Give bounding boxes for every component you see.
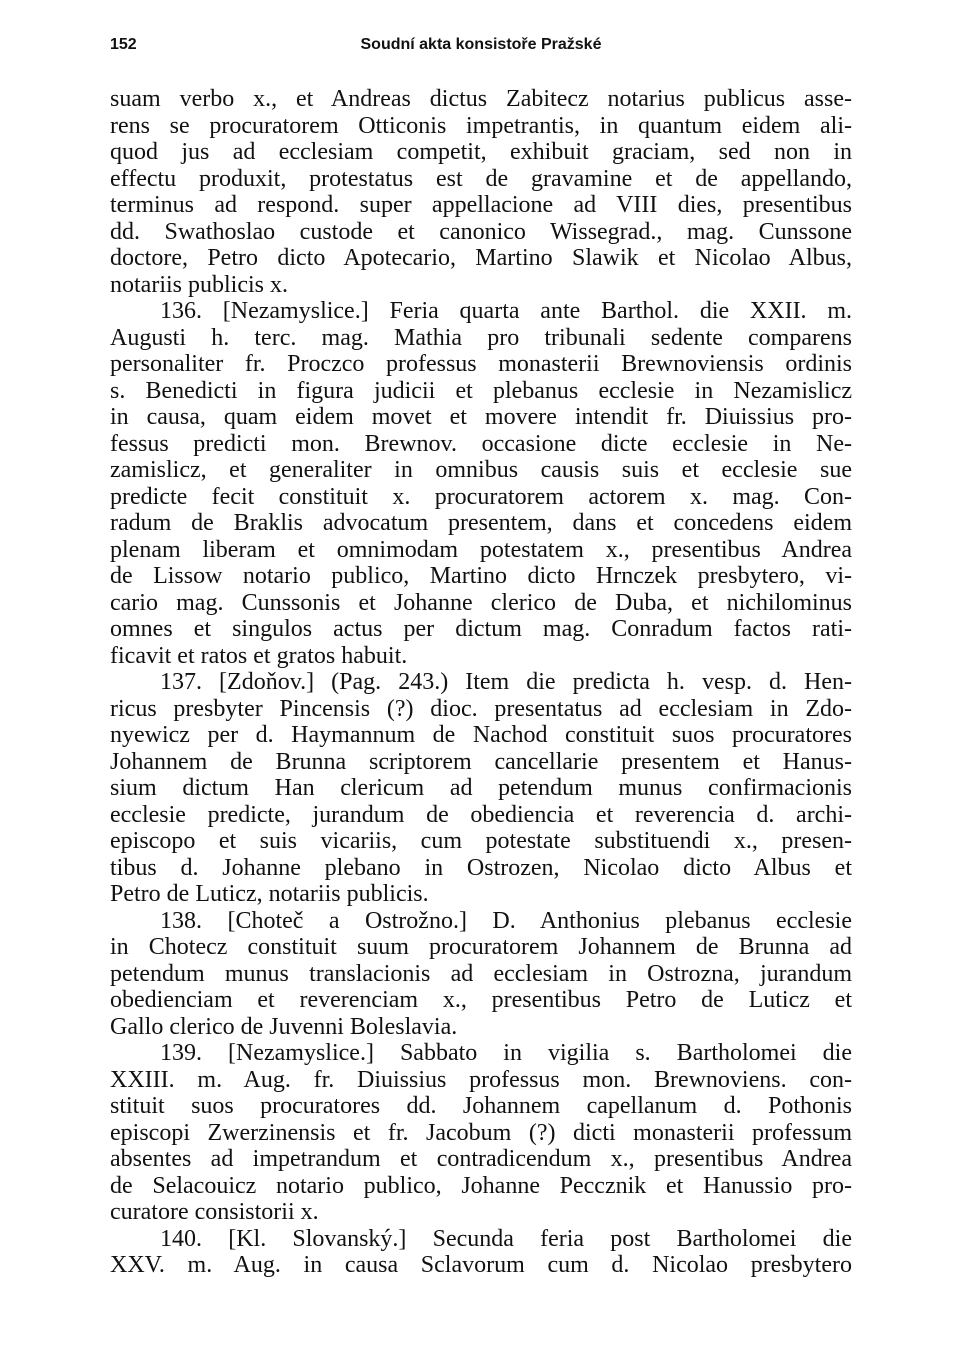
text-line: Johannem de Brunna scriptorem cancellarie presentem et Hanus-	[110, 748, 852, 775]
text-line: plenam liberam et omnimodam potestatem x., presentibus Andrea	[110, 536, 852, 563]
text-line: doctore, Petro dicto Apotecario, Martino Slawik et Nicolao Albus,	[110, 245, 852, 271]
text-line: ficavit et ratos et gratos habuit.	[110, 642, 408, 669]
text-line: stituit suos procuratores dd. Johannem capellanum d. Pothonis	[110, 1093, 852, 1119]
text-line: XXV. m. Aug. in causa Sclavorum cum d. Nicolao presbytero	[110, 1252, 852, 1278]
text-line: in causa, quam eidem movet et movere intendit fr. Diuissius pro-	[110, 404, 852, 430]
text-line: 136. [Nezamyslice.] Feria quarta ante Barthol. die XXII. m.	[160, 298, 852, 324]
text-line: ecclesie predicte, jurandum de obediencia et reverencia d. archi-	[110, 801, 852, 828]
text-line: de Lissow notario publico, Martino dicto Hrnczek presbytero, vi-	[110, 563, 852, 589]
text-line: in Chotecz constituit suum procuratorem Johannem de Brunna ad	[110, 934, 852, 960]
text-line: ricus presbyter Pincensis (?) dioc. presentatus ad ecclesiam in Zdo-	[110, 695, 852, 722]
text-line: Gallo clerico de Juvenni Boleslavia.	[110, 1013, 458, 1040]
text-line: radum de Braklis advocatum presentem, dans et concedens eidem	[110, 510, 852, 536]
text-line: quod jus ad ecclesiam competit, exhibuit graciam, sed non in	[110, 139, 852, 165]
text-line: s. Benedicti in figura judicii et plebanus ecclesie in Nezamislicz	[110, 377, 852, 404]
text-line: rens se procuratorem Otticonis impetrantis, in quantum eidem ali-	[110, 112, 852, 139]
text-line: zamislicz, et generaliter in omnibus causis suis et ecclesie sue	[110, 457, 852, 483]
text-line: petendum munus translacionis ad ecclesiam in Ostrozna, jurandum	[110, 960, 852, 987]
text-line: personaliter fr. Proczco professus monasterii Brewnoviensis ordinis	[110, 351, 852, 377]
text-line: episcopo et suis vicariis, cum potestate substituendi x., presen-	[110, 828, 852, 854]
text-line: terminus ad respond. super appellacione ad VIII dies, presentibus	[110, 192, 852, 218]
text-line: 138. [Choteč a Ostrožno.] D. Anthonius plebanus ecclesie	[160, 907, 852, 934]
text-line: absentes ad impetrandum et contradicendum x., presentibus Andrea	[110, 1146, 852, 1172]
text-line: effectu produxit, protestatus est de gravamine et de appellando,	[110, 165, 852, 192]
text-line: fessus predicti mon. Brewnov. occasione dicte ecclesie in Ne-	[110, 430, 852, 457]
text-line: nyewicz per d. Haymannum de Nachod constituit suos procuratores	[110, 722, 852, 748]
page-number: 152	[110, 36, 137, 53]
text-line: predicte fecit constituit x. procuratorem actorem x. mag. Con-	[110, 483, 852, 510]
body-text	[110, 86, 852, 1279]
page-header	[110, 36, 852, 60]
text-line: suam verbo x., et Andreas dictus Zabitecz notarius publicus asse-	[110, 86, 852, 112]
text-line: dd. Swathoslao custode et canonico Wissegrad., mag. Cunssone	[110, 218, 852, 245]
text-line: episcopi Zwerzinensis et fr. Jacobum (?) dicti monasterii professum	[110, 1119, 852, 1146]
text-line: 137. [Zdoňov.] (Pag. 243.) Item die predicta h. vesp. d. Hen-	[160, 669, 852, 695]
text-line: tibus d. Johanne plebano in Ostrozen, Nicolao dicto Albus et	[110, 854, 852, 881]
text-line: XXIII. m. Aug. fr. Diuissius professus mon. Brewnoviens. con-	[110, 1066, 852, 1093]
text-line: omnes et singulos actus per dictum mag. Conradum factos rati-	[110, 616, 852, 642]
text-line: Petro de Luticz, notariis publicis.	[110, 881, 429, 907]
text-line: de Selacouicz notario publico, Johanne Peccznik et Hanussio pro-	[110, 1172, 852, 1199]
text-line: Augusti h. terc. mag. Mathia pro tribunali sedente comparens	[110, 324, 852, 351]
text-line: 139. [Nezamyslice.] Sabbato in vigilia s. Bartholomei die	[160, 1040, 852, 1066]
text-line: obedienciam et reverenciam x., presentibus Petro de Luticz et	[110, 987, 852, 1013]
text-line: cario mag. Cunssonis et Johanne clerico de Duba, et nichilominus	[110, 589, 852, 616]
running-title: Soudní akta konsistoře Pražské	[360, 36, 602, 53]
text-line: curatore consistorii x.	[110, 1199, 319, 1225]
text-line: notariis publicis x.	[110, 271, 288, 298]
text-line: 140. [Kl. Slovanský.] Secunda feria post Bartholomei die	[160, 1225, 852, 1252]
text-line: sium dictum Han clericum ad petendum munus confirmacionis	[110, 775, 852, 801]
